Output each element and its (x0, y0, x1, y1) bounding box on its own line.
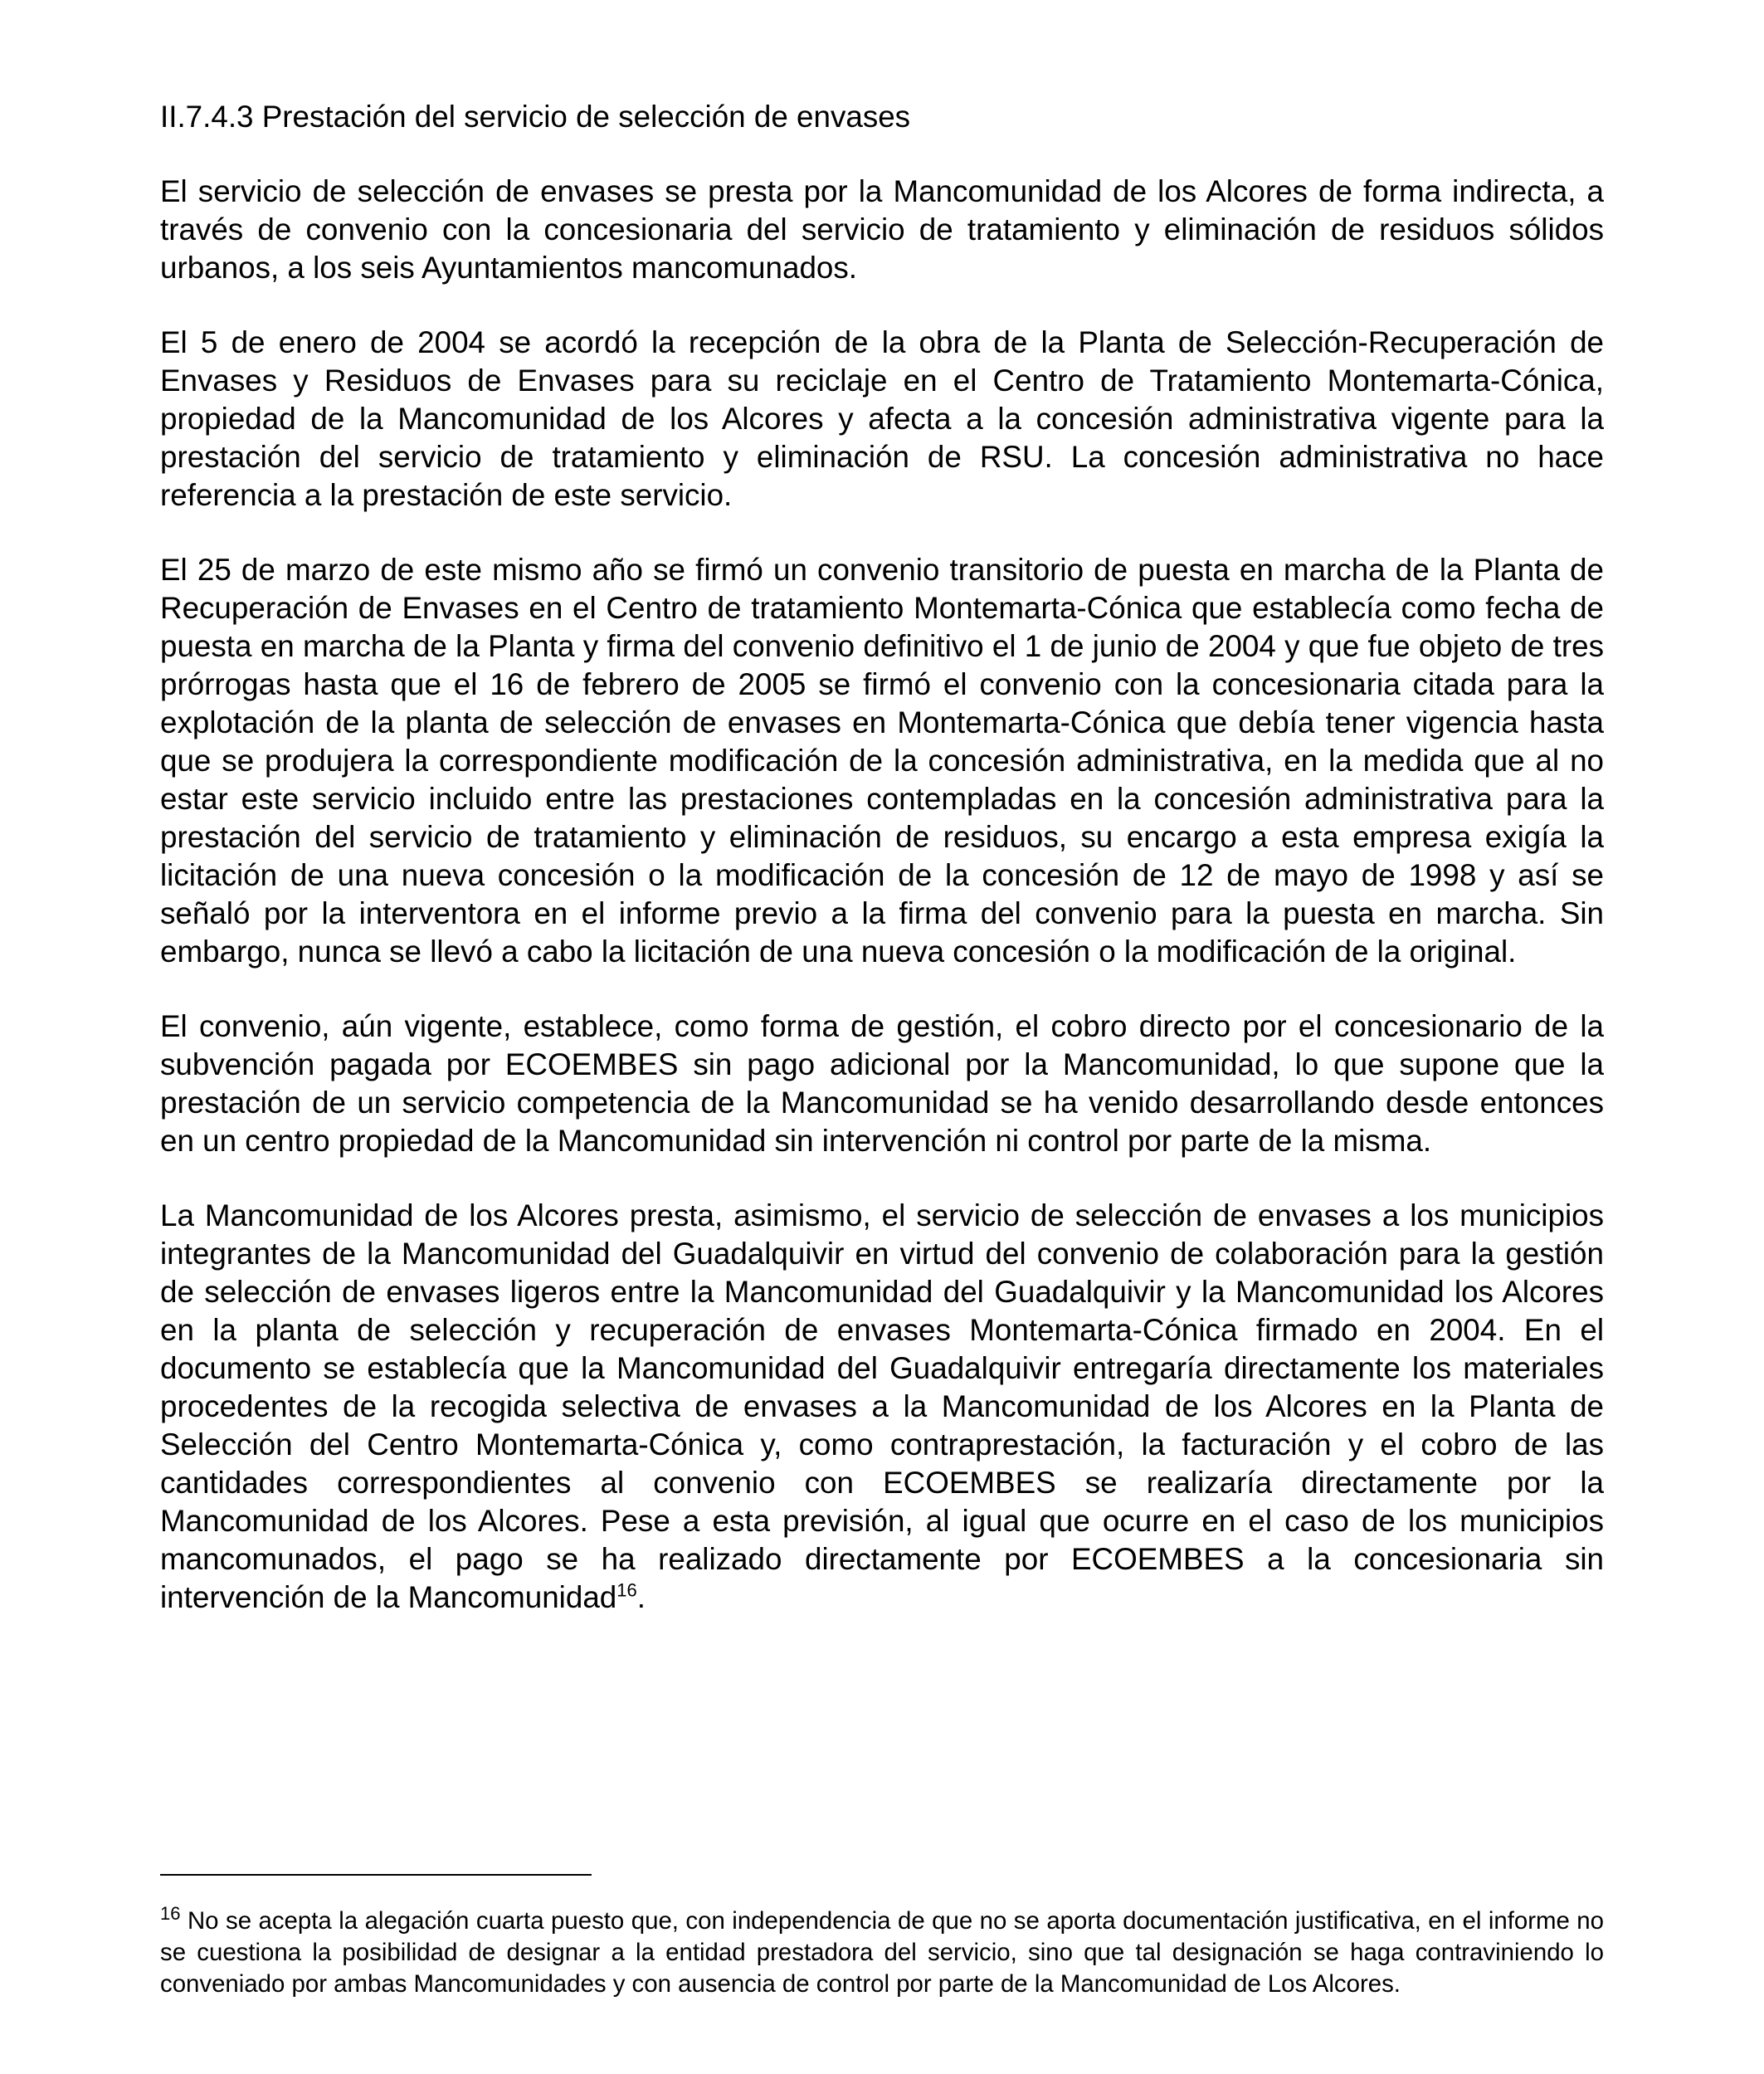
paragraph-5-text: La Mancomunidad de los Alcores presta, asimismo, el servicio de selección de envases a los municipios integrantes de la Mancomunidad del Guadalquivir en virtud del convenio de colaboración para la gestión de selección de envases ligeros entre la Mancomunidad del Guadalquivir y la Mancomunidad los Alcores en la planta de selección y recuperación de envases Montemarta-Cónica firmado en 2004. En el documento se establecía que la Mancomunidad del Guadalquivir entregaría directamente los materiales procedentes de la recogida selectiva de envases a la Mancomunidad de los Alcores en la Planta de Selección del Centro Montemarta-Cónica y, como contraprestación, la facturación y el cobro de las cantidades correspondientes al convenio con ECOEMBES se realizaría directamente por la Mancomunidad de los Alcores. Pese a esta previsión, al igual que ocurre en el caso de los municipios mancomunados, el pago se ha realizado directamente por ECOEMBES a la concesionaria sin intervención de la Mancomunidad (160, 1198, 1604, 1614)
section-heading: II.7.4.3 Prestación del servicio de selección de envases (160, 100, 911, 134)
footnote-separator (160, 1874, 592, 1876)
paragraph-5 (160, 1197, 1604, 1617)
document-body (160, 98, 1604, 1653)
paragraph-5-end: . (636, 1580, 646, 1614)
footnote (160, 1903, 1604, 2000)
paragraph-1: El servicio de selección de envases se presta por la Mancomunidad de los Alcores de forma indirecta, a través de convenio con la concesionaria del servicio de tratamiento y eliminación de residuos sólidos urbanos, a los seis Ayuntamientos mancomunados. (160, 174, 1604, 285)
footnote-number: 16 (160, 1903, 181, 1925)
paragraph-3: El 25 de marzo de este mismo año se firmó un convenio transitorio de puesta en marcha de la Planta de Recuperación de Envases en el Centro de tratamiento Montemarta-Cónica que establecía como fecha de puesta en marcha de la Planta y firma del convenio definitivo el 1 de junio de 2004 y que fue objeto de tres prórrogas hasta que el 16 de febrero de 2005 se firmó el convenio con la concesionaria citada para la explotación de la planta de selección de envases en Montemarta-Cónica que debía tener vigencia hasta que se produjera la correspondiente modificación de la concesión administrativa, en la medida que al no estar este servicio incluido entre las prestaciones contempladas en la concesión administrativa para la prestación del servicio de tratamiento y eliminación de residuos, su encargo a esta empresa exigía la licitación de una nueva concesión o la modificación de la concesión de 12 de mayo de 1998 y así se señaló por la interventora en el informe previo a la firma del convenio para la puesta en marcha. Sin embargo, nunca se llevó a cabo la licitación de una nueva concesión o la modificación de la original. (160, 553, 1604, 969)
footnote-text: No se acepta la alegación cuarta puesto que, con independencia de que no se aporta documentación justificativa, en el informe no se cuestiona la posibilidad de designar a la entidad prestadora del servicio, sino que tal designación se haga contraviniendo lo conveniado por ambas Mancomunidades y con ausencia de control por parte de la Mancomunidad de Los Alcores. (160, 1907, 1604, 1998)
paragraph-2: El 5 de enero de 2004 se acordó la recepción de la obra de la Planta de Selección-Recuperación de Envases y Residuos de Envases para su reciclaje en el Centro de Tratamiento Montemarta-Cónica, propiedad de la Mancomunidad de los Alcores y afecta a la concesión administrativa vigente para la prestación del servicio de tratamiento y eliminación de RSU. La concesión administrativa no hace referencia a la prestación de este servicio. (160, 325, 1604, 512)
footnote-reference[interactable]: 16 (616, 1579, 637, 1601)
paragraph-4: El convenio, aún vigente, establece, como forma de gestión, el cobro directo por el concesionario de la subvención pagada por ECOEMBES sin pago adicional por la Mancomunidad, lo que supone que la prestación de un servicio competencia de la Mancomunidad se ha venido desarrollando desde entonces en un centro propiedad de la Mancomunidad sin intervención ni control por parte de la misma. (160, 1009, 1604, 1158)
